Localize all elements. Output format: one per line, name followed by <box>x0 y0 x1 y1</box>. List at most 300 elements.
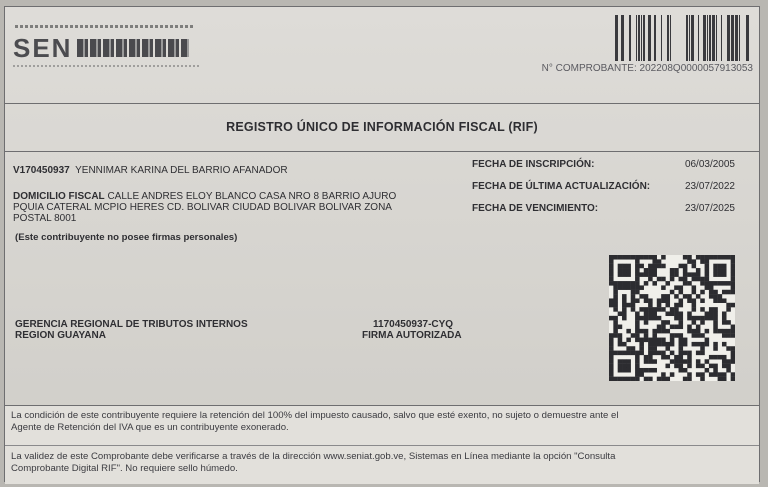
qr-module <box>696 351 701 356</box>
qr-module <box>726 364 731 369</box>
qr-module <box>657 277 662 282</box>
qr-module <box>705 338 710 343</box>
qr-module <box>683 264 688 269</box>
qr-module <box>722 290 727 295</box>
qr-module <box>692 264 697 269</box>
qr-module <box>657 342 662 347</box>
qr-module <box>618 368 623 373</box>
barcode-bar <box>654 15 655 61</box>
qr-module <box>674 355 679 360</box>
qr-module <box>644 281 649 286</box>
qr-module <box>709 355 714 360</box>
qr-module <box>692 333 697 338</box>
actualizacion-label: FECHA DE ÚLTIMA ACTUALIZACIÓN: <box>472 181 651 192</box>
qr-module <box>683 338 688 343</box>
qr-module <box>705 368 710 373</box>
barcode-bar <box>698 15 699 61</box>
qr-module <box>652 307 657 312</box>
qr-module <box>718 298 723 303</box>
qr-module <box>726 368 731 373</box>
qr-module <box>726 320 731 325</box>
qr-module <box>726 281 731 286</box>
qr-module <box>626 272 631 277</box>
firmas-note: (Este contribuyente no posee firmas personales) <box>15 232 238 243</box>
qr-module <box>679 333 684 338</box>
qr-module <box>713 311 718 316</box>
qr-module <box>709 255 714 260</box>
qr-module <box>679 364 684 369</box>
qr-module <box>700 259 705 264</box>
qr-module <box>683 277 688 282</box>
qr-module <box>626 285 631 290</box>
qr-module <box>674 311 679 316</box>
qr-module <box>713 255 718 260</box>
barcode-bar <box>721 15 722 61</box>
qr-module <box>648 316 653 321</box>
qr-module <box>731 281 735 286</box>
qr-module <box>722 372 727 377</box>
qr-module <box>709 316 714 321</box>
document-body <box>5 151 759 405</box>
qr-module <box>661 329 666 334</box>
qr-module <box>705 316 710 321</box>
qr-module <box>674 285 679 290</box>
qr-module <box>609 359 614 364</box>
qr-module <box>722 255 727 260</box>
qr-module <box>713 368 718 373</box>
qr-module <box>626 364 631 369</box>
qr-module <box>713 264 718 269</box>
qr-module <box>635 320 640 325</box>
qr-module <box>731 333 735 338</box>
qr-module <box>609 277 614 282</box>
barcode-bar <box>625 15 628 61</box>
barcode-bar <box>632 15 635 61</box>
qr-module <box>639 338 644 343</box>
qr-module <box>722 359 727 364</box>
qr-module <box>705 342 710 347</box>
gerencia-line-2: REGION GUAYANA <box>15 330 106 341</box>
barcode-bar <box>744 15 745 61</box>
qr-module <box>648 255 653 260</box>
qr-module <box>722 311 727 316</box>
qr-module <box>661 298 666 303</box>
barcode-bar <box>670 15 671 61</box>
qr-module <box>705 264 710 269</box>
qr-module <box>618 377 623 381</box>
barcode-bar <box>707 15 708 61</box>
qr-module <box>718 281 723 286</box>
qr-module <box>609 346 614 351</box>
qr-module <box>661 307 666 312</box>
barcode-bar <box>667 15 668 61</box>
qr-module <box>674 272 679 277</box>
qr-module <box>626 346 631 351</box>
qr-module <box>687 372 692 377</box>
qr-module <box>657 316 662 321</box>
qr-module <box>639 329 644 334</box>
document-title: REGISTRO ÚNICO DE INFORMACIÓN FISCAL (RIF) <box>226 120 538 134</box>
qr-module <box>718 264 723 269</box>
qr-module <box>626 264 631 269</box>
qr-module <box>713 325 718 330</box>
qr-module <box>687 294 692 299</box>
qr-module <box>635 359 640 364</box>
qr-module <box>687 377 692 381</box>
qr-module <box>718 355 723 360</box>
qr-module <box>644 320 649 325</box>
qr-module <box>609 338 614 343</box>
qr-module <box>700 342 705 347</box>
qr-module <box>674 268 679 273</box>
qr-module <box>687 298 692 303</box>
qr-module <box>657 264 662 269</box>
qr-module <box>731 372 735 377</box>
qr-module <box>613 377 618 381</box>
qr-module <box>731 290 735 295</box>
qr-module <box>665 311 670 316</box>
qr-module <box>692 272 697 277</box>
qr-module <box>652 359 657 364</box>
qr-module <box>639 316 644 321</box>
qr-module <box>679 264 684 269</box>
qr-module <box>726 255 731 260</box>
qr-module <box>644 255 649 260</box>
validez-line-1: La validez de este Comprobante debe verificarse a través de la dirección www.seniat.gob.ve, Sistemas en Línea mediante la opción "Consulta <box>11 451 616 462</box>
seniat-logo <box>11 25 201 71</box>
qr-module <box>692 285 697 290</box>
qr-module <box>700 333 705 338</box>
qr-module <box>709 281 714 286</box>
qr-module <box>670 342 675 347</box>
qr-module <box>644 311 649 316</box>
qr-module <box>639 294 644 299</box>
qr-module <box>665 294 670 299</box>
qr-module <box>718 268 723 273</box>
qr-module <box>648 277 653 282</box>
qr-module <box>631 377 636 381</box>
qr-module <box>626 255 631 260</box>
qr-module <box>657 303 662 308</box>
qr-module <box>635 281 640 286</box>
qr-module <box>648 355 653 360</box>
barcode-bar <box>638 15 639 61</box>
qr-module <box>696 329 701 334</box>
qr-module <box>683 281 688 286</box>
qr-module <box>722 342 727 347</box>
qr-module <box>679 355 684 360</box>
qr-module <box>661 264 666 269</box>
barcode-bar <box>716 15 717 61</box>
qr-code-graphic <box>609 255 735 381</box>
qr-module <box>609 264 614 269</box>
qr-module <box>679 342 684 347</box>
qr-module <box>609 372 614 377</box>
qr-module <box>700 290 705 295</box>
qr-module <box>609 351 614 356</box>
qr-module <box>687 311 692 316</box>
qr-module <box>722 355 727 360</box>
qr-module <box>731 264 735 269</box>
qr-module <box>618 338 623 343</box>
qr-module <box>670 325 675 330</box>
qr-module <box>661 277 666 282</box>
qr-module <box>713 342 718 347</box>
qr-module <box>648 303 653 308</box>
qr-module <box>683 255 688 260</box>
qr-module <box>679 368 684 373</box>
qr-module <box>648 264 653 269</box>
barcode-bar <box>621 15 624 61</box>
qr-module <box>674 359 679 364</box>
comprobante-number <box>542 63 753 74</box>
qr-module <box>692 307 697 312</box>
qr-module <box>674 294 679 299</box>
qr-module <box>709 290 714 295</box>
barcode-bar <box>703 15 706 61</box>
qr-module <box>652 281 657 286</box>
barcode-bar <box>676 15 677 61</box>
taxpayer-line <box>13 165 288 176</box>
logo-wordmark: SEN <box>13 33 73 63</box>
qr-module <box>644 329 649 334</box>
qr-module <box>635 259 640 264</box>
qr-module <box>726 307 731 312</box>
qr-module <box>622 285 627 290</box>
qr-module <box>713 290 718 295</box>
qr-module <box>687 272 692 277</box>
qr-module <box>657 307 662 312</box>
qr-module <box>696 316 701 321</box>
qr-module <box>648 268 653 273</box>
qr-module <box>670 359 675 364</box>
qr-module <box>661 338 666 343</box>
qr-module <box>700 281 705 286</box>
qr-module <box>639 285 644 290</box>
qr-module <box>648 307 653 312</box>
qr-module <box>718 329 723 334</box>
qr-module <box>679 311 684 316</box>
inscripcion-value: 06/03/2005 <box>684 159 735 170</box>
barcode-bar <box>691 15 694 61</box>
qr-module <box>679 290 684 295</box>
qr-module <box>622 342 627 347</box>
qr-module <box>622 377 627 381</box>
qr-module <box>731 377 735 381</box>
rif-document <box>4 6 760 482</box>
qr-module <box>622 298 627 303</box>
qr-module <box>622 364 627 369</box>
qr-module <box>635 351 640 356</box>
qr-module <box>626 268 631 273</box>
qr-module <box>635 290 640 295</box>
inscripcion-label: FECHA DE INSCRIPCIÓN: <box>472 159 595 170</box>
qr-module <box>722 264 727 269</box>
qr-module <box>692 277 697 282</box>
logo-top-rule <box>15 25 195 28</box>
qr-module <box>609 355 614 360</box>
qr-module <box>657 325 662 330</box>
qr-module <box>635 311 640 316</box>
barcode-bar <box>646 15 647 61</box>
qr-module <box>652 255 657 260</box>
qr-module <box>652 259 657 264</box>
barcode-bar <box>663 15 666 61</box>
qr-module <box>679 359 684 364</box>
qr-module <box>635 368 640 373</box>
qr-module <box>644 355 649 360</box>
qr-module <box>631 307 636 312</box>
qr-module <box>731 346 735 351</box>
qr-module <box>609 255 614 260</box>
qr-module <box>670 311 675 316</box>
barcode-bar <box>648 15 651 61</box>
qr-module <box>644 316 649 321</box>
qr-module <box>661 351 666 356</box>
qr-module <box>661 285 666 290</box>
qr-module <box>618 364 623 369</box>
qr-module <box>652 338 657 343</box>
barcode-bar <box>641 15 642 61</box>
qr-module <box>622 268 627 273</box>
qr-module <box>635 272 640 277</box>
qr-module <box>618 311 623 316</box>
qr-module <box>709 307 714 312</box>
barcode-bar <box>683 15 686 61</box>
qr-module <box>726 329 731 334</box>
qr-module <box>652 268 657 273</box>
qr-module <box>700 298 705 303</box>
qr-module <box>722 329 727 334</box>
qr-module <box>631 281 636 286</box>
qr-module <box>618 268 623 273</box>
qr-module <box>622 281 627 286</box>
qr-module <box>631 294 636 299</box>
qr-module <box>700 364 705 369</box>
qr-module <box>648 359 653 364</box>
qr-module <box>713 364 718 369</box>
qr-module <box>670 333 675 338</box>
qr-module <box>692 303 697 308</box>
qr-module <box>687 351 692 356</box>
qr-module <box>626 359 631 364</box>
qr-module <box>713 294 718 299</box>
qr-module <box>652 368 657 373</box>
qr-module <box>635 316 640 321</box>
taxpayer-name: YENNIMAR KARINA DEL BARRIO AFANADOR <box>75 165 288 176</box>
qr-module <box>613 294 618 299</box>
barcode-bar <box>739 15 740 61</box>
qr-module <box>618 342 623 347</box>
qr-module <box>670 290 675 295</box>
qr-module <box>687 364 692 369</box>
vencimiento-value: 23/07/2025 <box>684 203 735 214</box>
qr-module <box>613 307 618 312</box>
qr-module <box>613 320 618 325</box>
barcode-bar <box>741 15 742 61</box>
qr-module <box>722 281 727 286</box>
barcode-bar <box>689 15 690 61</box>
qr-module <box>679 303 684 308</box>
qr-module <box>622 351 627 356</box>
qr-module <box>679 277 684 282</box>
qr-module <box>652 316 657 321</box>
qr-module <box>683 351 688 356</box>
qr-module <box>639 307 644 312</box>
qr-module <box>609 333 614 338</box>
qr-module <box>718 255 723 260</box>
qr-module <box>665 355 670 360</box>
qr-module <box>622 368 627 373</box>
qr-module <box>692 316 697 321</box>
qr-module <box>626 351 631 356</box>
qr-module <box>644 333 649 338</box>
qr-module <box>639 351 644 356</box>
qr-module <box>622 272 627 277</box>
qr-module <box>648 342 653 347</box>
qr-module <box>648 272 653 277</box>
qr-module <box>726 303 731 308</box>
qr-module <box>635 364 640 369</box>
qr-module <box>665 281 670 286</box>
qr-module <box>613 281 618 286</box>
qr-module <box>692 342 697 347</box>
qr-module <box>670 351 675 356</box>
qr-module <box>618 272 623 277</box>
qr-module <box>731 329 735 334</box>
barcode-bar <box>709 15 710 61</box>
qr-module <box>705 329 710 334</box>
qr-module <box>683 342 688 347</box>
barcode-bar <box>672 15 675 61</box>
qr-module <box>679 320 684 325</box>
qr-module <box>652 342 657 347</box>
qr-module <box>687 316 692 321</box>
qr-module <box>705 272 710 277</box>
qr-module <box>731 272 735 277</box>
qr-module <box>713 329 718 334</box>
barcode-bar <box>629 15 630 61</box>
barcode-bar <box>643 15 644 61</box>
qr-module <box>692 329 697 334</box>
qr-module <box>635 377 640 381</box>
domicilio-label: DOMICILIO FISCAL <box>13 191 105 202</box>
domicilio-line-3: POSTAL 8001 <box>13 213 77 224</box>
qr-module <box>648 298 653 303</box>
qr-module <box>639 368 644 373</box>
qr-module <box>687 255 692 260</box>
qr-module <box>657 338 662 343</box>
qr-module <box>718 272 723 277</box>
qr-module <box>731 277 735 282</box>
qr-module <box>644 294 649 299</box>
qr-module <box>713 298 718 303</box>
qr-module <box>609 368 614 373</box>
qr-module <box>692 320 697 325</box>
qr-module <box>705 359 710 364</box>
qr-module <box>709 311 714 316</box>
qr-module <box>631 290 636 295</box>
barcode-bar <box>731 15 734 61</box>
qr-module <box>631 346 636 351</box>
qr-module <box>683 268 688 273</box>
qr-module <box>665 377 670 381</box>
qr-module <box>644 272 649 277</box>
qr-module <box>722 298 727 303</box>
qr-module <box>618 333 623 338</box>
qr-module <box>639 264 644 269</box>
qr-module <box>674 325 679 330</box>
